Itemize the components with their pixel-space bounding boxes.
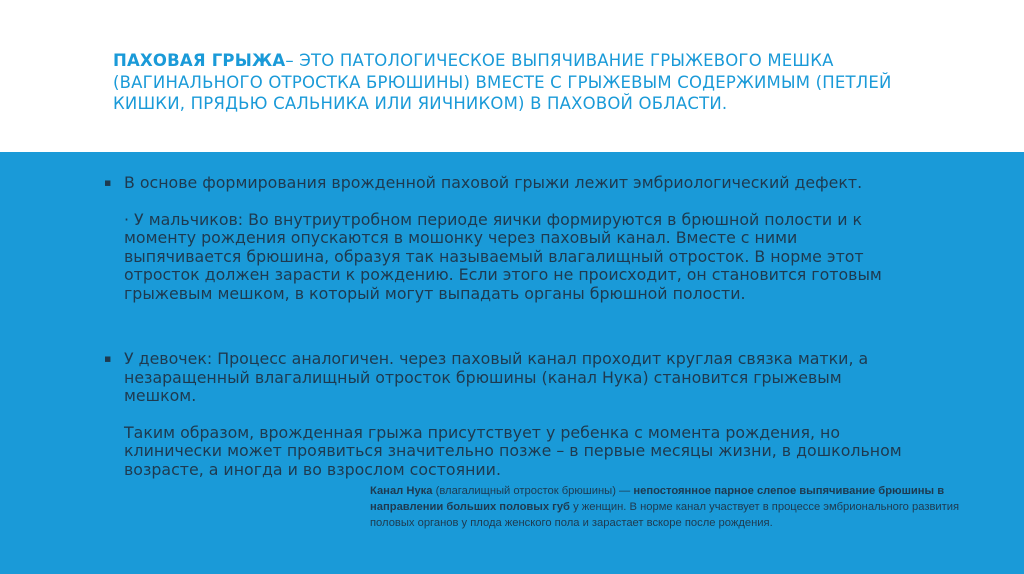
- nuck-canal-note: [370, 483, 988, 531]
- title-term: ПАХОВАЯ ГРЫЖА: [113, 51, 286, 70]
- bullet-text-girls: У девочек: Процесс аналогичен. через паховый канал проходит круглая связка матки, а незаращенный влагалищный отросток брюшины (канал Нука) становится грыжевым мешком.: [124, 349, 869, 405]
- title-definition: – ЭТО ПАТОЛОГИЧЕСКОЕ ВЫПЯЧИВАНИЕ ГРЫЖЕВОГО МЕШКА (ВАГИНАЛЬНОГО ОТРОСТКА БРЮШИНЫ) ВМЕСТЕ С ГРЫЖЕВЫМ СОДЕРЖИМЫМ (ПЕТЛЕЙ КИШКИ, ПРЯДЬЮ САЛЬНИКА ИЛИ ЯИЧНИКОМ) В ПАХОВОЙ ОБЛАСТИ.: [113, 51, 892, 113]
- note-bold-definition: непостоянное парное слепое выпячивание брюшины в направлении больших половых губ: [370, 485, 945, 513]
- bullet-text-boys: · У мальчиков: Во внутриутробном периоде яички формируются в брюшной полости и к моменту рождения опускаются в мошонку через паховый канал. Вместе с ними выпячивается брюшина, образуя так называемый влагалищный отросток. В норме этот отросток должен зарасти к рождению. Если этого не происходит, он становится готовым грыжевым мешком, в который могут выпадать органы брюшной полости.: [124, 209, 882, 303]
- bullet-square-icon: ▪: [104, 176, 112, 189]
- slide-title: [113, 50, 913, 115]
- bullet-text-conclusion: Таким образом, врожденная грыжа присутствует у ребенка с момента рождения, но клинически может проявиться значительно позже – в первые месяцы жизни, в дошкольном возрасте, а иногда и во взрослом состоянии.: [124, 422, 902, 479]
- bullet-text: В основе формирования врожденной паховой грыжи лежит эмбриологический дефект.: [124, 173, 863, 192]
- slide-body: [0, 152, 1024, 574]
- slide-header: [0, 0, 1024, 152]
- note-term: Канал Нука: [370, 485, 433, 497]
- bullet-item-girls: [104, 350, 904, 479]
- bullet-square-icon: ▪: [104, 352, 112, 365]
- note-text-1: (влагалищный отросток брюшины) —: [432, 485, 634, 497]
- note-text-2: у женщин. В норме канал участвует в процессе эмбрионального развития половых органов у плода женского пола и зарастает вскоре после рождения.: [370, 501, 960, 529]
- bullet-item-embryology: [104, 174, 904, 303]
